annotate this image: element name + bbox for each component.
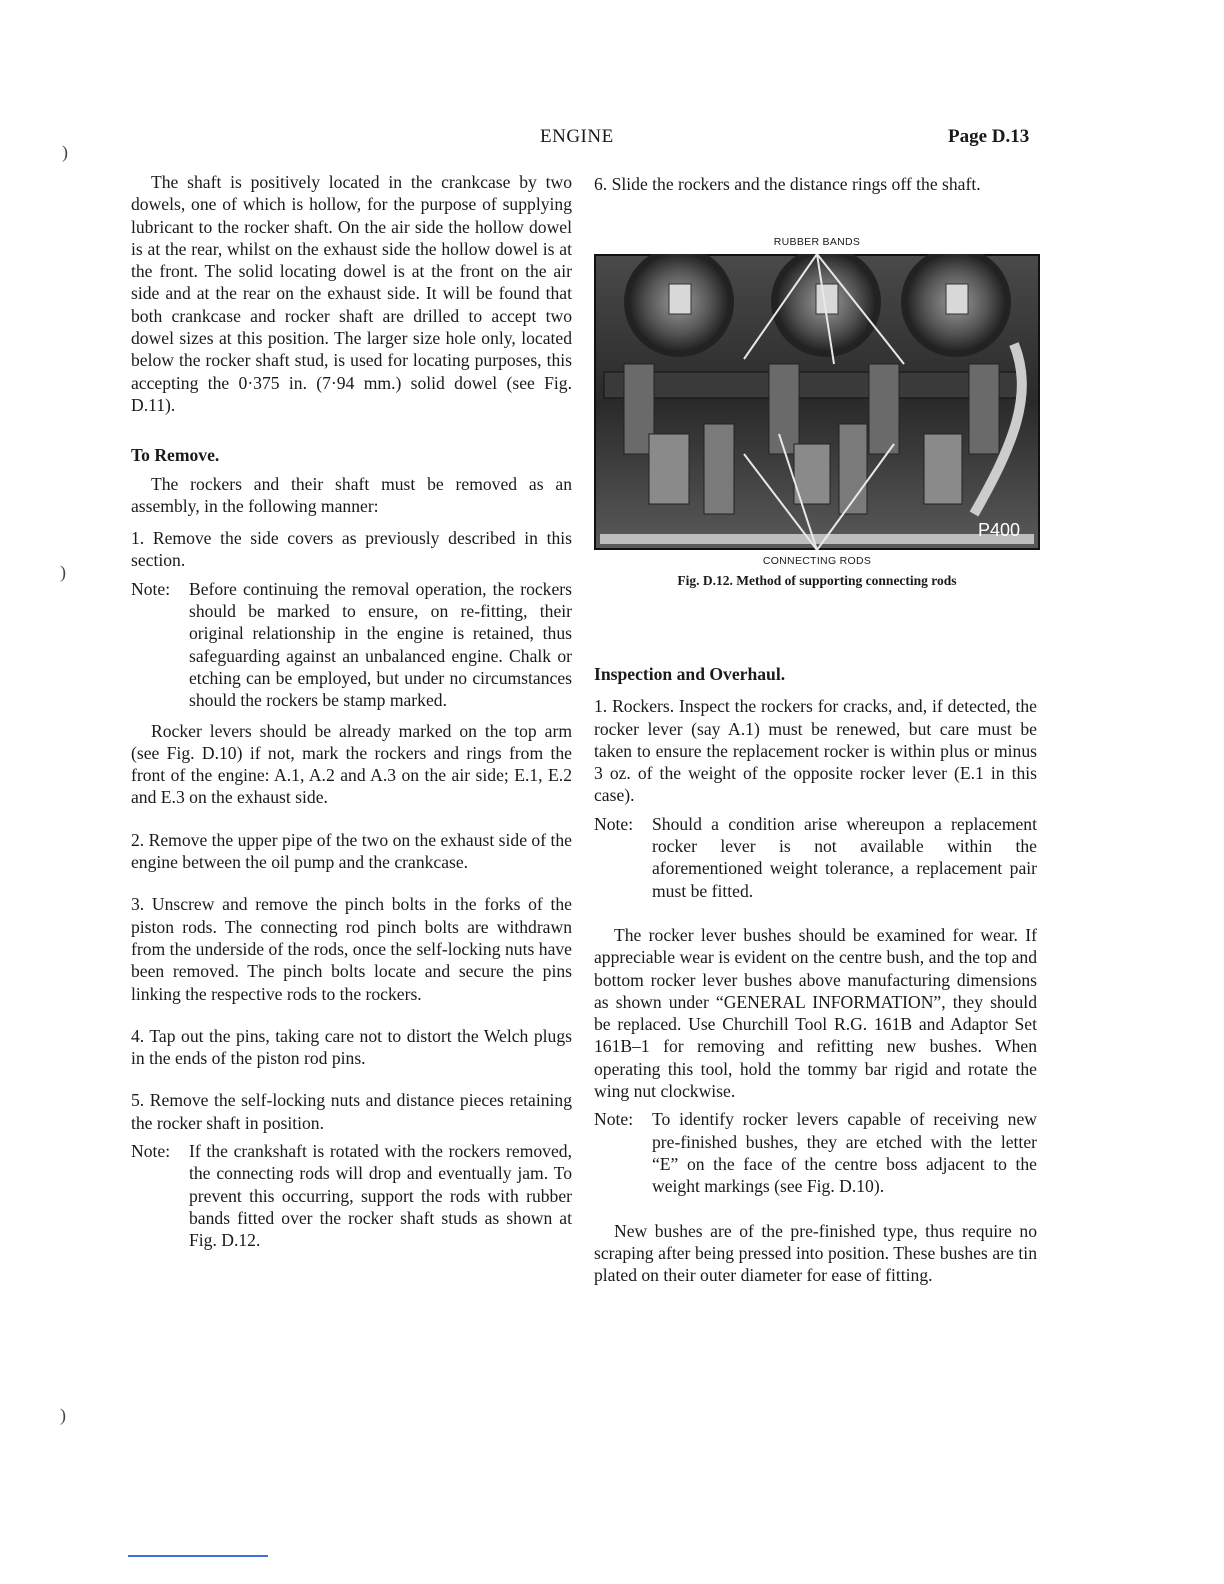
note-3	[594, 813, 1037, 902]
step-2: 2. Remove the upper pipe of the two on the exhaust side of the engine between the oil pump and the crankcase.	[131, 829, 572, 873]
engine-rocker-photo	[594, 254, 1040, 550]
new-bushes-paragraph: New bushes are of the pre-finished type, thus require no scraping after being pressed into position. These bushes are tin plated on their outer diameter for ease of fitting.	[594, 1220, 1037, 1286]
remove-intro-paragraph: The rockers and their shaft must be removed as an assembly, in the following manner:	[131, 473, 572, 516]
figure-label-connecting-rods: CONNECTING RODS	[762, 555, 872, 567]
step-5: 5. Remove the self-locking nuts and distance pieces retaining the rocker shaft in position.	[131, 1090, 572, 1133]
note-4	[594, 1108, 1037, 1197]
intro-paragraph: The shaft is positively located in the crankcase by two dowels, one of which is hollow, for the purpose of supplying lubricant to the rocker shaft. On the air side the hollow dowel is at the rear, whilst on the exhaust side the hollow dowel is at the front. The solid locating dowel is at the front on the air side and at the rear on the exhaust side. It will be found that both crankcase and rocker shaft are drilled to accept two dowel sizes at this position. The larger size hole only, located below the rocker shaft stud, is used for locating purposes, this accepting the 0·375 in. (7·94 mm.) solid dowel (see Fig. D.11).	[131, 172, 572, 415]
scan-line	[128, 1555, 268, 1557]
figure-caption: Fig. D.12. Method of supporting connecting rods	[677, 573, 957, 588]
step-1: 1. Remove the side covers as previously described in this section.	[131, 528, 572, 571]
note-label: Note:	[594, 813, 634, 834]
margin-mark: )	[60, 1405, 66, 1425]
section-heading-to-remove: To Remove.	[131, 445, 220, 466]
page-section-title: ENGINE	[540, 126, 614, 147]
note-text: Before continuing the removal operation, the rockers should be marked to ensure, on re-fitting, their original relationship in the engine is retained, thus safeguarding against an unbalanced engine. Chalk or etching can be employed, but under no circumstances should the rockers be stamp marked.	[189, 578, 572, 711]
inspection-step-1: 1. Rockers. Inspect the rockers for cracks, and, if detected, the rocker lever (say A.1) must be renewed, but care must be taken to ensure the replacement rocker is within plus or minus 3 oz. of the weight of the opposite rocker lever (E.1 in this case).	[594, 696, 1037, 806]
step-3: 3. Unscrew and remove the pinch bolts in the forks of the piston rods. The connecting rod pinch bolts are withdrawn from the underside of the rods, once the self-locking nuts have been removed. The pinch bolts locate and secure the pins linking the respective rods to the rockers.	[131, 894, 572, 1004]
step-4: 4. Tap out the pins, taking care not to distort the Welch plugs in the ends of the piston rod pins.	[131, 1025, 572, 1069]
figure-d12	[594, 236, 1040, 589]
note-text: To identify rocker levers capable of receiving new pre-finished bushes, they are etched with the letter “E” on the face of the centre boss adjacent to the weight markings (see Fig. D.10).	[652, 1109, 1037, 1197]
note-text: If the crankshaft is rotated with the rockers removed, the connecting rods will drop and eventually jam. To prevent this occurring, support the rods with rubber bands fitted over the rocker shaft studs as shown at Fig. D.12.	[189, 1140, 572, 1251]
margin-mark: )	[60, 562, 66, 582]
page-number: Page D.13	[948, 126, 1030, 147]
figure-label-rubber-bands: RUBBER BANDS	[773, 236, 861, 248]
rocker-marks-paragraph: Rocker levers should be already marked on the top arm (see Fig. D.10) if not, mark the rockers and rings from the front of the engine: A.1, A.2 and A.3 on the air side; E.1, E.2 and E.3 on the exhaust side.	[131, 720, 572, 808]
margin-mark: )	[62, 142, 68, 162]
note-label: Note:	[131, 1140, 171, 1161]
section-heading-inspection: Inspection and Overhaul.	[594, 664, 786, 684]
note-label: Note:	[594, 1109, 634, 1130]
right-column	[594, 173, 1037, 195]
left-column	[131, 171, 572, 1251]
note-1	[131, 578, 572, 712]
note-label: Note:	[131, 578, 171, 599]
note-text: Should a condition arise whereupon a replacement rocker lever is not available within the aforementioned weight tolerance, a replacement pair must be fitted.	[652, 813, 1037, 901]
photo-code: P400	[978, 520, 1021, 540]
note-2	[131, 1140, 572, 1251]
right-column-lower	[594, 663, 1037, 1286]
step-6: 6. Slide the rockers and the distance rings off the shaft.	[594, 174, 981, 194]
bushes-paragraph: The rocker lever bushes should be examined for wear. If appreciable wear is evident on the centre bush, and the top and bottom rocker lever bushes above manufacturing dimensions as shown under “GENERAL INFORMATION”, they should be replaced. Use Churchill Tool R.G. 161B and Adaptor Set 161B–1 for removing and refitting new bushes. When operating this tool, hold the tommy bar rigid and rotate the wing nut clockwise.	[594, 924, 1037, 1102]
